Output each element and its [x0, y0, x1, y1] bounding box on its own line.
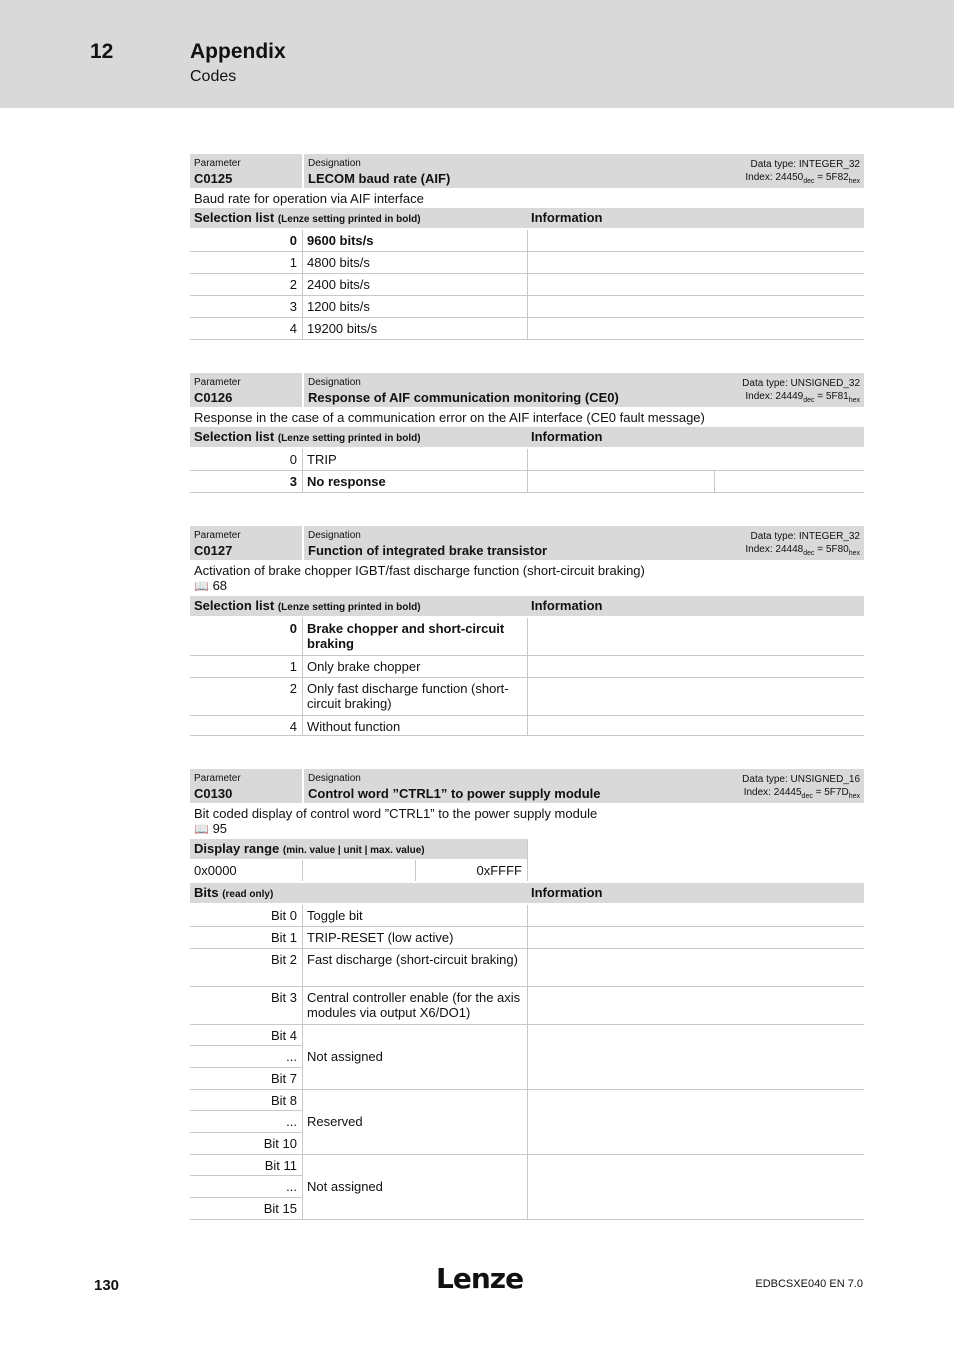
- code-number: C0125: [194, 171, 233, 186]
- index: Index: $24445_{dec} = 5F7D_{hex}$: [743, 787, 860, 800]
- code-description: Response in the case of a communication error on the AIF interface (CE0 fault message): [194, 410, 705, 425]
- code-header: Parameter C0127 Designation Function of integrated brake transistor Data type: INTEGER_32 Index: $24448_{dec} = 5F80_{hex}$: [190, 526, 864, 560]
- table-row: 4 19200 bits/s: [190, 318, 864, 340]
- index: Index: $24448_{dec} = 5F80_{hex}$: [745, 544, 860, 557]
- page-number: 130: [94, 1277, 120, 1294]
- document-id: EDBCSXE040 EN 7.0: [755, 1278, 863, 1290]
- table-row: Bit 3 Central controller enable (for the axis modules via output X6/DO1): [190, 987, 864, 1025]
- code-number: C0126: [194, 390, 233, 405]
- table-row: Bit 2 Fast discharge (short-circuit braking): [190, 949, 864, 987]
- index: Index: $24449_{dec} = 5F81_{hex}$: [745, 391, 860, 404]
- table-row: 1 4800 bits/s: [190, 252, 864, 274]
- display-range: Display range (min. value | unit | max. value) 0x0000 0xFFFF: [190, 839, 864, 883]
- table-header-row: Selection list (Lenze setting printed in bold) Information: [190, 596, 864, 618]
- code-designation: LECOM baud rate (AIF): [308, 171, 451, 186]
- table-row: 0 TRIP: [190, 449, 864, 471]
- code-designation: Response of AIF communication monitoring (CE0): [308, 390, 619, 405]
- range-min: 0x0000: [194, 863, 237, 878]
- table-row: Bit 1 TRIP-RESET (low active): [190, 927, 864, 949]
- book-icon: 📖: [194, 822, 209, 836]
- table-row: 1 Only brake chopper: [190, 656, 864, 678]
- code-number: C0127: [194, 543, 233, 558]
- code-number: C0130: [194, 786, 233, 801]
- table-row: 2 2400 bits/s: [190, 274, 864, 296]
- table-row: 0 9600 bits/s: [190, 230, 864, 252]
- table-row-group: Bit 4 ... Bit 7 Not assigned: [190, 1025, 864, 1090]
- table-header-row: Selection list (Lenze setting printed in bold) Information: [190, 427, 864, 449]
- code-table-c0130: [190, 769, 864, 1220]
- page-reference[interactable]: 68: [212, 578, 228, 593]
- table-row: 3 No response: [190, 471, 864, 493]
- data-type: Data type: UNSIGNED_32: [742, 378, 860, 389]
- code-table-c0125: [190, 154, 864, 340]
- code-description: Bit coded display of control word ”CTRL1” to the power supply module 📖 95: [194, 806, 598, 836]
- table-row: 4 Without function: [190, 716, 864, 736]
- code-description: Baud rate for operation via AIF interface: [194, 191, 424, 206]
- table-header-row: Bits (read only) Information: [190, 883, 864, 905]
- lenze-logo: Lenze: [436, 1262, 524, 1295]
- code-table-c0126: [190, 373, 864, 493]
- book-icon: 📖: [194, 579, 209, 593]
- index: Index: $24450_{dec} = 5F82_{hex}$: [745, 172, 860, 185]
- code-designation: Control word ”CTRL1” to power supply module: [308, 786, 601, 801]
- code-header: Parameter C0125 Designation LECOM baud rate (AIF) Data type: INTEGER_32 Index: $24450_{dec} = 5F82_{hex}$: [190, 154, 864, 188]
- table-row: Bit 0 Toggle bit: [190, 905, 864, 927]
- code-description: Activation of brake chopper IGBT/fast discharge function (short-circuit braking) 📖 68: [194, 563, 645, 593]
- code-header: Parameter C0126 Designation Response of AIF communication monitoring (CE0) Data type: UNSIGNED_32 Index: $24449_{dec} = 5F81_{hex}$: [190, 373, 864, 407]
- chapter-header: [0, 0, 954, 108]
- table-row-group: Bit 8 ... Bit 10 Reserved: [190, 1090, 864, 1155]
- data-type: Data type: INTEGER_32: [750, 159, 860, 170]
- data-type: Data type: INTEGER_32: [750, 531, 860, 542]
- table-row: 2 Only fast discharge function (short-circuit braking): [190, 678, 864, 716]
- chapter-number: 12: [90, 40, 114, 63]
- table-row: 0 Brake chopper and short-circuit braking: [190, 618, 864, 656]
- table-row: 3 1200 bits/s: [190, 296, 864, 318]
- page-reference[interactable]: 95: [212, 821, 228, 836]
- table-header-row: Selection list (Lenze setting printed in bold) Information: [190, 208, 864, 230]
- range-max: 0xFFFF: [415, 860, 527, 881]
- data-type: Data type: UNSIGNED_16: [742, 774, 860, 785]
- code-header: Parameter C0130 Designation Control word ”CTRL1” to power supply module Data type: UNSIGNED_16 Index: $24445_{dec} = 5F7D_{hex}$: [190, 769, 864, 803]
- code-table-c0127: [190, 526, 864, 736]
- table-row-group: Bit 11 ... Bit 15 Not assigned: [190, 1155, 864, 1220]
- code-designation: Function of integrated brake transistor: [308, 543, 548, 558]
- chapter-title: Appendix: [190, 40, 286, 63]
- chapter-subtitle: Codes: [190, 68, 237, 85]
